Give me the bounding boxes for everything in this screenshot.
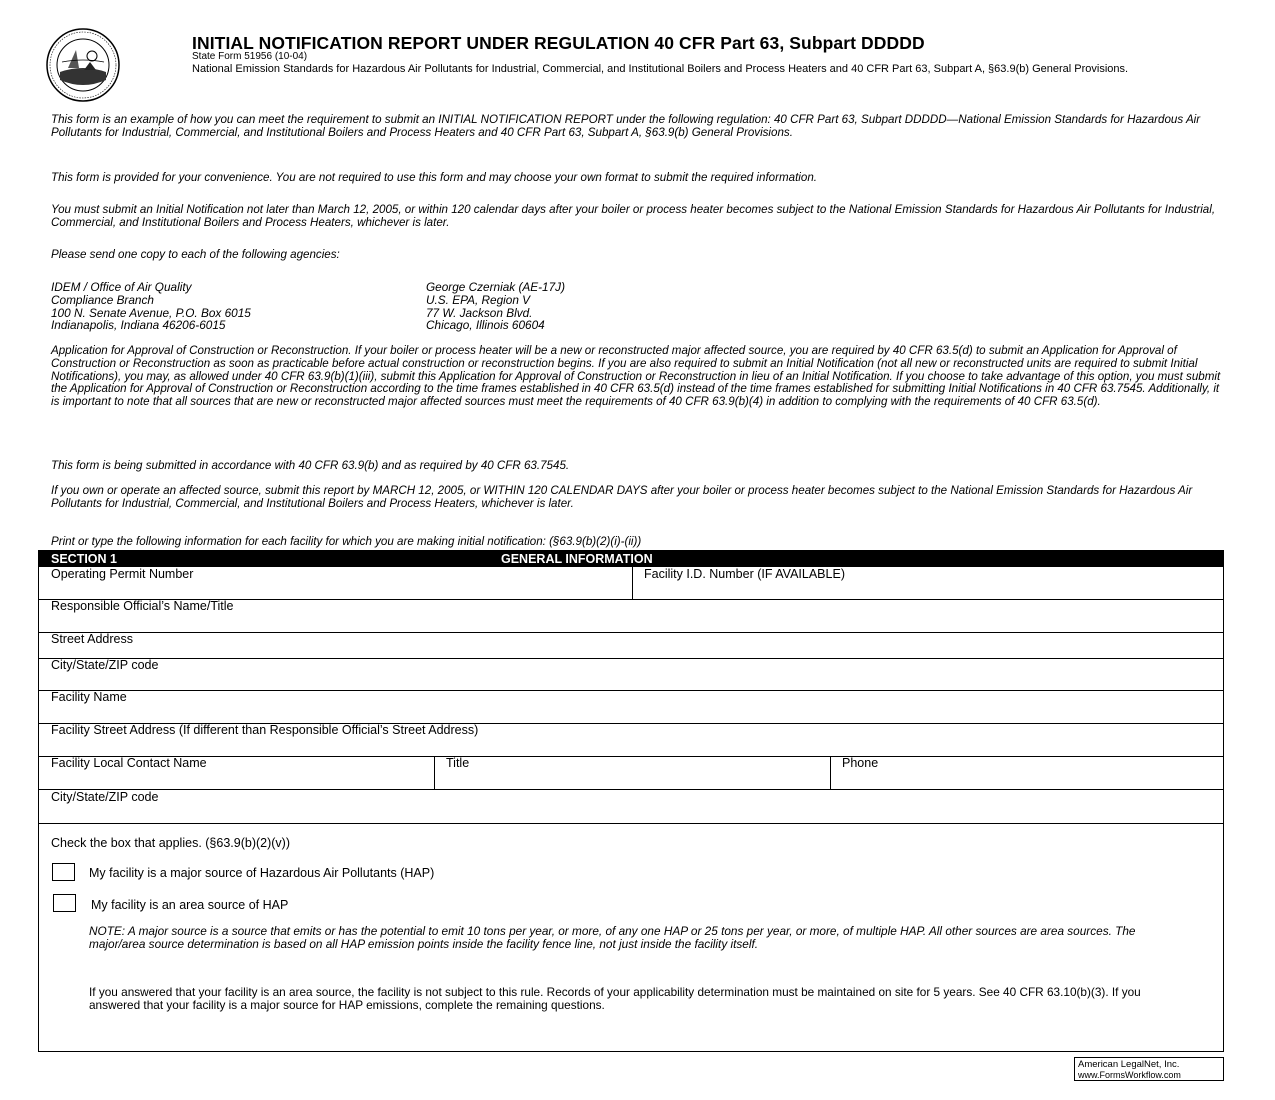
section-number: SECTION 1 <box>51 552 117 566</box>
major-source-note: NOTE: A major source is a source that emits or has the potential to emit 10 tons per year, or more, of any one HAP or 25 tons per year, or more, of multiple HAP. All other sources are area sources. The major/area source determination is based on all HAP emission points inside the facility fence line, not just inside the facility itself. <box>89 924 1136 951</box>
divider <box>39 632 1223 633</box>
section-heading: GENERAL INFORMATION <box>501 552 653 566</box>
divider <box>632 567 633 599</box>
state-seal-logo <box>46 28 120 102</box>
area-source-note: If you answered that your facility is an area source, the facility is not subject to this rule. Records of your applicability determination must be maintained on site for 5 years. See 40 CFR 63.10(b)(3). If you answered that your facility is a major source for HAP emissions, complete the remaining questions. <box>89 985 1141 1012</box>
facility-id-label: Facility I.D. Number (IF AVAILABLE) <box>644 567 845 581</box>
major-source-label: My facility is a major source of Hazardous Air Pollutants (HAP) <box>89 866 435 880</box>
city-state-zip-label: City/State/ZIP code <box>51 658 159 672</box>
street-address-field[interactable] <box>169 639 1209 654</box>
contact-name-label: Facility Local Contact Name <box>51 756 207 770</box>
facility-street-field[interactable] <box>51 739 1211 754</box>
brand-name: American LegalNet, Inc. <box>1078 1059 1180 1070</box>
operating-permit-label: Operating Permit Number <box>51 567 194 581</box>
facility-city-state-zip-field[interactable] <box>51 806 1211 821</box>
divider <box>830 756 831 789</box>
check-prompt: Check the box that applies. (§63.9(b)(2)(v)) <box>51 836 290 850</box>
intro-paragraph-1: This form is an example of how you can meet the requirement to submit an INITIAL NOTIFICATION REPORT under the following regulation: 40 CFR Part 63, Subpart DDDDD—National Emission Standards for Hazardous Air Pollutants for Industrial, Commercial, and Institutional Boilers and Process Heaters and 40 CFR Part 63, Subpart A, §63.9(b) General Provisions. <box>51 113 1201 139</box>
facility-name-label: Facility Name <box>51 690 127 704</box>
intro-paragraph-7: If you own or operate an affected source, submit this report by MARCH 12, 2005, or WITHIN 120 CALENDAR DAYS after your boiler or process heater becomes subject to the National Emission Standards for Hazardous Air Pollutants for Industrial, Commercial, and Institutional Boilers and Process Heaters, whichever is later. <box>51 484 1193 510</box>
divider <box>39 658 1223 659</box>
footer-brand <box>1074 1057 1224 1081</box>
contact-phone-label: Phone <box>842 756 879 770</box>
street-address-label: Street Address <box>51 632 133 646</box>
agency-address-epa <box>426 281 565 332</box>
seal-icon <box>46 28 120 102</box>
divider <box>39 756 1223 757</box>
intro-paragraph-5: Application for Approval of Construction or Reconstruction. If your boiler or process heater will be a new or reconstructed major affected source, you are required by 40 CFR 63.5(d) to submit an Application for Approval of Construction or Reconstruction as soon as practicable before actual construction or reconstruction begins. If you are also required to submit an Initial Notification (not all new or reconstructed units are required to submit Initial Notifications), you may, as allowed under 40 CFR 63.9(b)(1)(iii), submit this Application for Approval of Construction or Reconstruction in lieu of an Initial Notification. If you choose to take advantage of this option, you must submit the Application for Approval of Construction or Reconstruction according to the time frames established in 40 CFR 63.5(d) instead of the time frames established for submitting Initial Notifications in 40 CFR 63.7545. Additionally, it is important to note that all sources that are new or reconstructed major affected sources must meet the requirements of 40 CFR 63.9(b)(4) in addition to complying with the requirements of 40 CFR 63.5(d). <box>51 344 1221 409</box>
responsible-official-field[interactable] <box>51 615 1211 630</box>
address-line: IDEM / Office of Air Quality <box>51 280 192 294</box>
intro-paragraph-3: You must submit an Initial Notification not later than March 12, 2005, or within 120 calendar days after your boiler or process heater becomes subject to the National Emission Standards for Hazardous Air Pollutants for Industrial, Commercial, and Institutional Boilers and Process Heaters, whichever is later. <box>51 203 1216 229</box>
section-header-bar <box>39 551 1223 567</box>
responsible-official-label: Responsible Official’s Name/Title <box>51 599 234 613</box>
form-subtitle <box>192 50 1222 76</box>
area-source-checkbox[interactable] <box>53 894 76 912</box>
contact-title-label: Title <box>446 756 470 770</box>
address-line: 77 W. Jackson Blvd. <box>426 305 533 320</box>
contact-phone-field[interactable] <box>842 772 1212 787</box>
agency-address-idem <box>51 281 251 332</box>
divider <box>39 823 1223 824</box>
address-line: 100 N. Senate Avenue, P.O. Box 6015 <box>51 305 251 320</box>
city-state-zip-field[interactable] <box>51 673 1211 688</box>
facility-city-state-zip-label: City/State/ZIP code <box>51 790 159 804</box>
facility-street-label: Facility Street Address (If different than Responsible Official’s Street Address) <box>51 723 479 737</box>
section-1-form <box>38 550 1224 1052</box>
contact-title-field[interactable] <box>446 772 826 787</box>
divider <box>39 690 1223 691</box>
divider <box>39 789 1223 790</box>
form-title: INITIAL NOTIFICATION REPORT UNDER REGULATION 40 CFR Part 63, Subpart DDDDD <box>192 33 925 53</box>
intro-paragraph-2: This form is provided for your convenience. You are not required to use this form and may choose your own format to submit the required information. <box>51 171 818 184</box>
divider <box>434 756 435 789</box>
facility-name-field[interactable] <box>51 706 1211 721</box>
form-number: State Form 51956 (10-04) <box>192 51 308 62</box>
address-line: George Czerniak (AE-17J) <box>426 280 565 294</box>
brand-url: www.FormsWorkflow.com <box>1078 1070 1181 1080</box>
address-line: Indianapolis, Indiana 46206-6015 <box>51 318 226 333</box>
major-source-checkbox[interactable] <box>52 863 75 881</box>
operating-permit-field[interactable] <box>51 583 631 598</box>
address-line: U.S. EPA, Region V <box>426 292 531 307</box>
address-line: Chicago, Illinois 60604 <box>426 318 545 333</box>
area-source-label: My facility is an area source of HAP <box>91 898 289 912</box>
intro-paragraph-4: Please send one copy to each of the following agencies: <box>51 248 340 261</box>
intro-paragraph-6: This form is being submitted in accordance with 40 CFR 63.9(b) and as required by 40 CFR 63.7545. <box>51 459 570 472</box>
intro-paragraph-8: Print or type the following information for each facility for which you are making initial notification: (§63.9(b)(2)(i)-(ii)) <box>51 535 642 548</box>
facility-id-field[interactable] <box>644 583 1214 598</box>
contact-name-field[interactable] <box>51 772 431 787</box>
address-line: Compliance Branch <box>51 292 154 307</box>
regulation-subtitle: National Emission Standards for Hazardous Air Pollutants for Industrial, Commercial, and Institutional Boilers and Process Heaters and 40 CFR Part 63, Subpart A, §63.9(b) General Provisions. <box>192 63 1129 75</box>
